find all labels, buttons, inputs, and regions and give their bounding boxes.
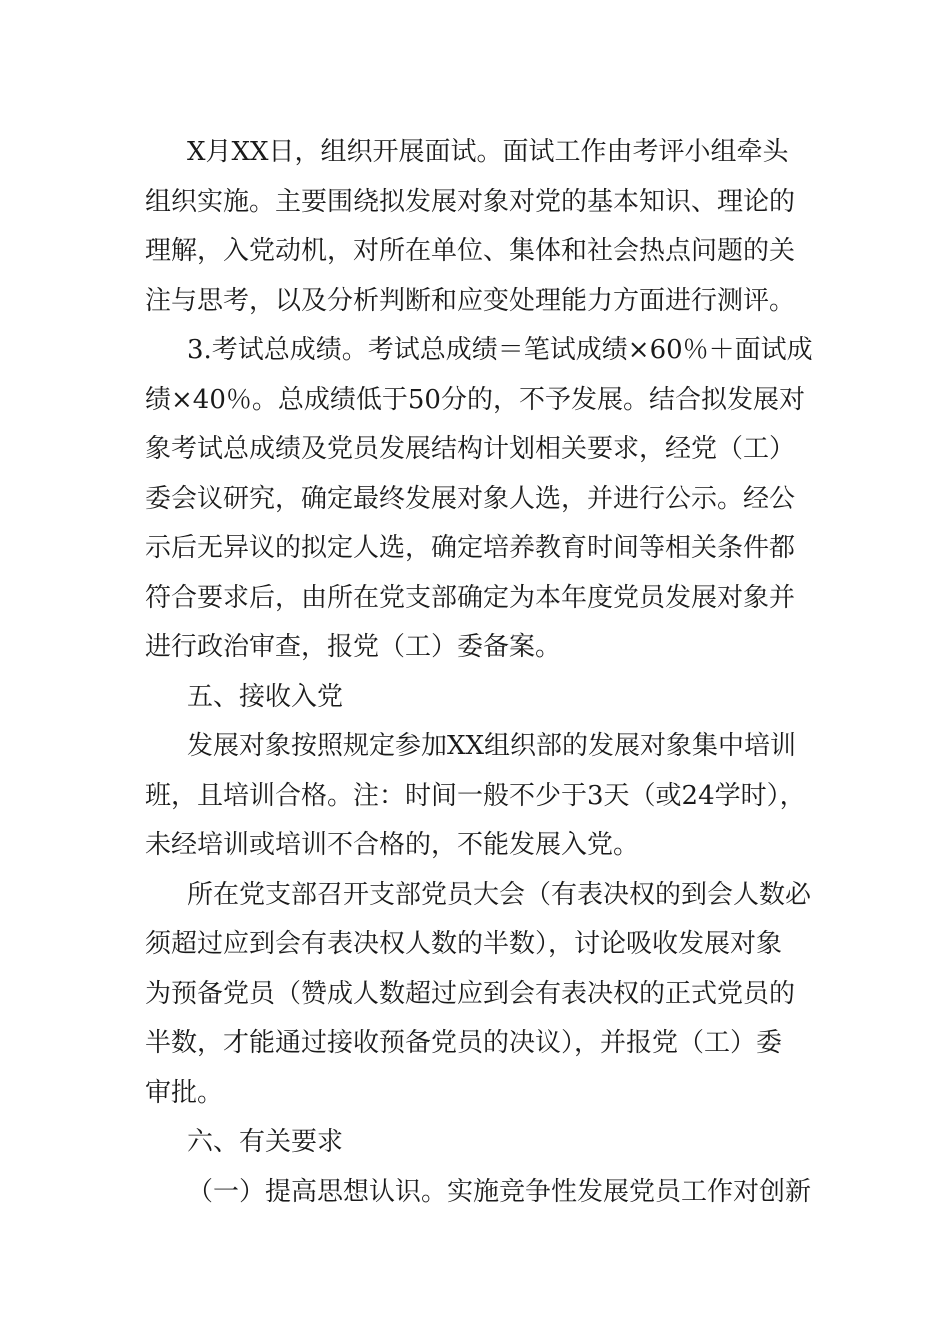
paragraph-interview xyxy=(145,128,815,326)
document-body xyxy=(145,128,815,1217)
text-line: 所在党支部召开支部党员大会（有表决权的到会人数必 xyxy=(187,879,812,910)
text-line: 委会议研究，确定最终发展对象人选，并进行公示。经公 xyxy=(145,483,796,514)
heading-text: 六、有关要求 xyxy=(187,1127,344,1157)
text-line: 未经培训或培训不合格的，不能发展入党。 xyxy=(145,830,640,860)
text-line: 发展对象按照规定参加XX组织部的发展对象集中培训 xyxy=(187,731,797,761)
text-line: 组织实施。主要围绕拟发展对象对党的基本知识、理论的 xyxy=(145,186,796,217)
text-line: 注与思考，以及分析判断和应变处理能力方面进行测评。 xyxy=(145,285,796,316)
text-line: X月XX日，组织开展面试。面试工作由考评小组牵头 xyxy=(187,137,789,167)
paragraph-branch-meeting xyxy=(145,871,815,1119)
text-line: 半数，才能通过接收预备党员的决议），并报党（工）委 xyxy=(145,1028,783,1058)
paragraph-training xyxy=(145,722,815,871)
paragraph-total-score xyxy=(145,326,815,673)
text-line: 绩×40％。总成绩低于50分的，不予发展。结合拟发展对 xyxy=(145,384,805,415)
text-line: 3.考试总成绩。考试总成绩＝笔试成绩×60％＋面试成 xyxy=(187,335,813,365)
text-line: 理解，入党动机，对所在单位、集体和社会热点问题的关 xyxy=(145,236,796,266)
paragraph-requirement-1 xyxy=(145,1168,815,1218)
section-heading-6 xyxy=(145,1118,815,1168)
text-line: 进行政治审查，报党（工）委备案。 xyxy=(145,632,562,662)
text-line: （一）提高思想认识。实施竞争性发展党员工作对创新 xyxy=(187,1176,812,1207)
text-line: 象考试总成绩及党员发展结构计划相关要求，经党（工） xyxy=(145,434,796,464)
text-line: 班，且培训合格。注：时间一般不少于3天（或24学时）， xyxy=(145,780,806,811)
section-heading-5 xyxy=(145,673,815,723)
text-line: 符合要求后，由所在党支部确定为本年度党员发展对象并 xyxy=(145,582,796,613)
heading-text: 五、接收入党 xyxy=(187,681,344,712)
text-line: 审批。 xyxy=(145,1077,224,1108)
text-line: 示后无异议的拟定人选，确定培养教育时间等相关条件都 xyxy=(145,533,796,563)
text-line: 须超过应到会有表决权人数的半数），讨论吸收发展对象 xyxy=(145,929,783,959)
text-line: 为预备党员（赞成人数超过应到会有表决权的正式党员的 xyxy=(145,978,796,1009)
